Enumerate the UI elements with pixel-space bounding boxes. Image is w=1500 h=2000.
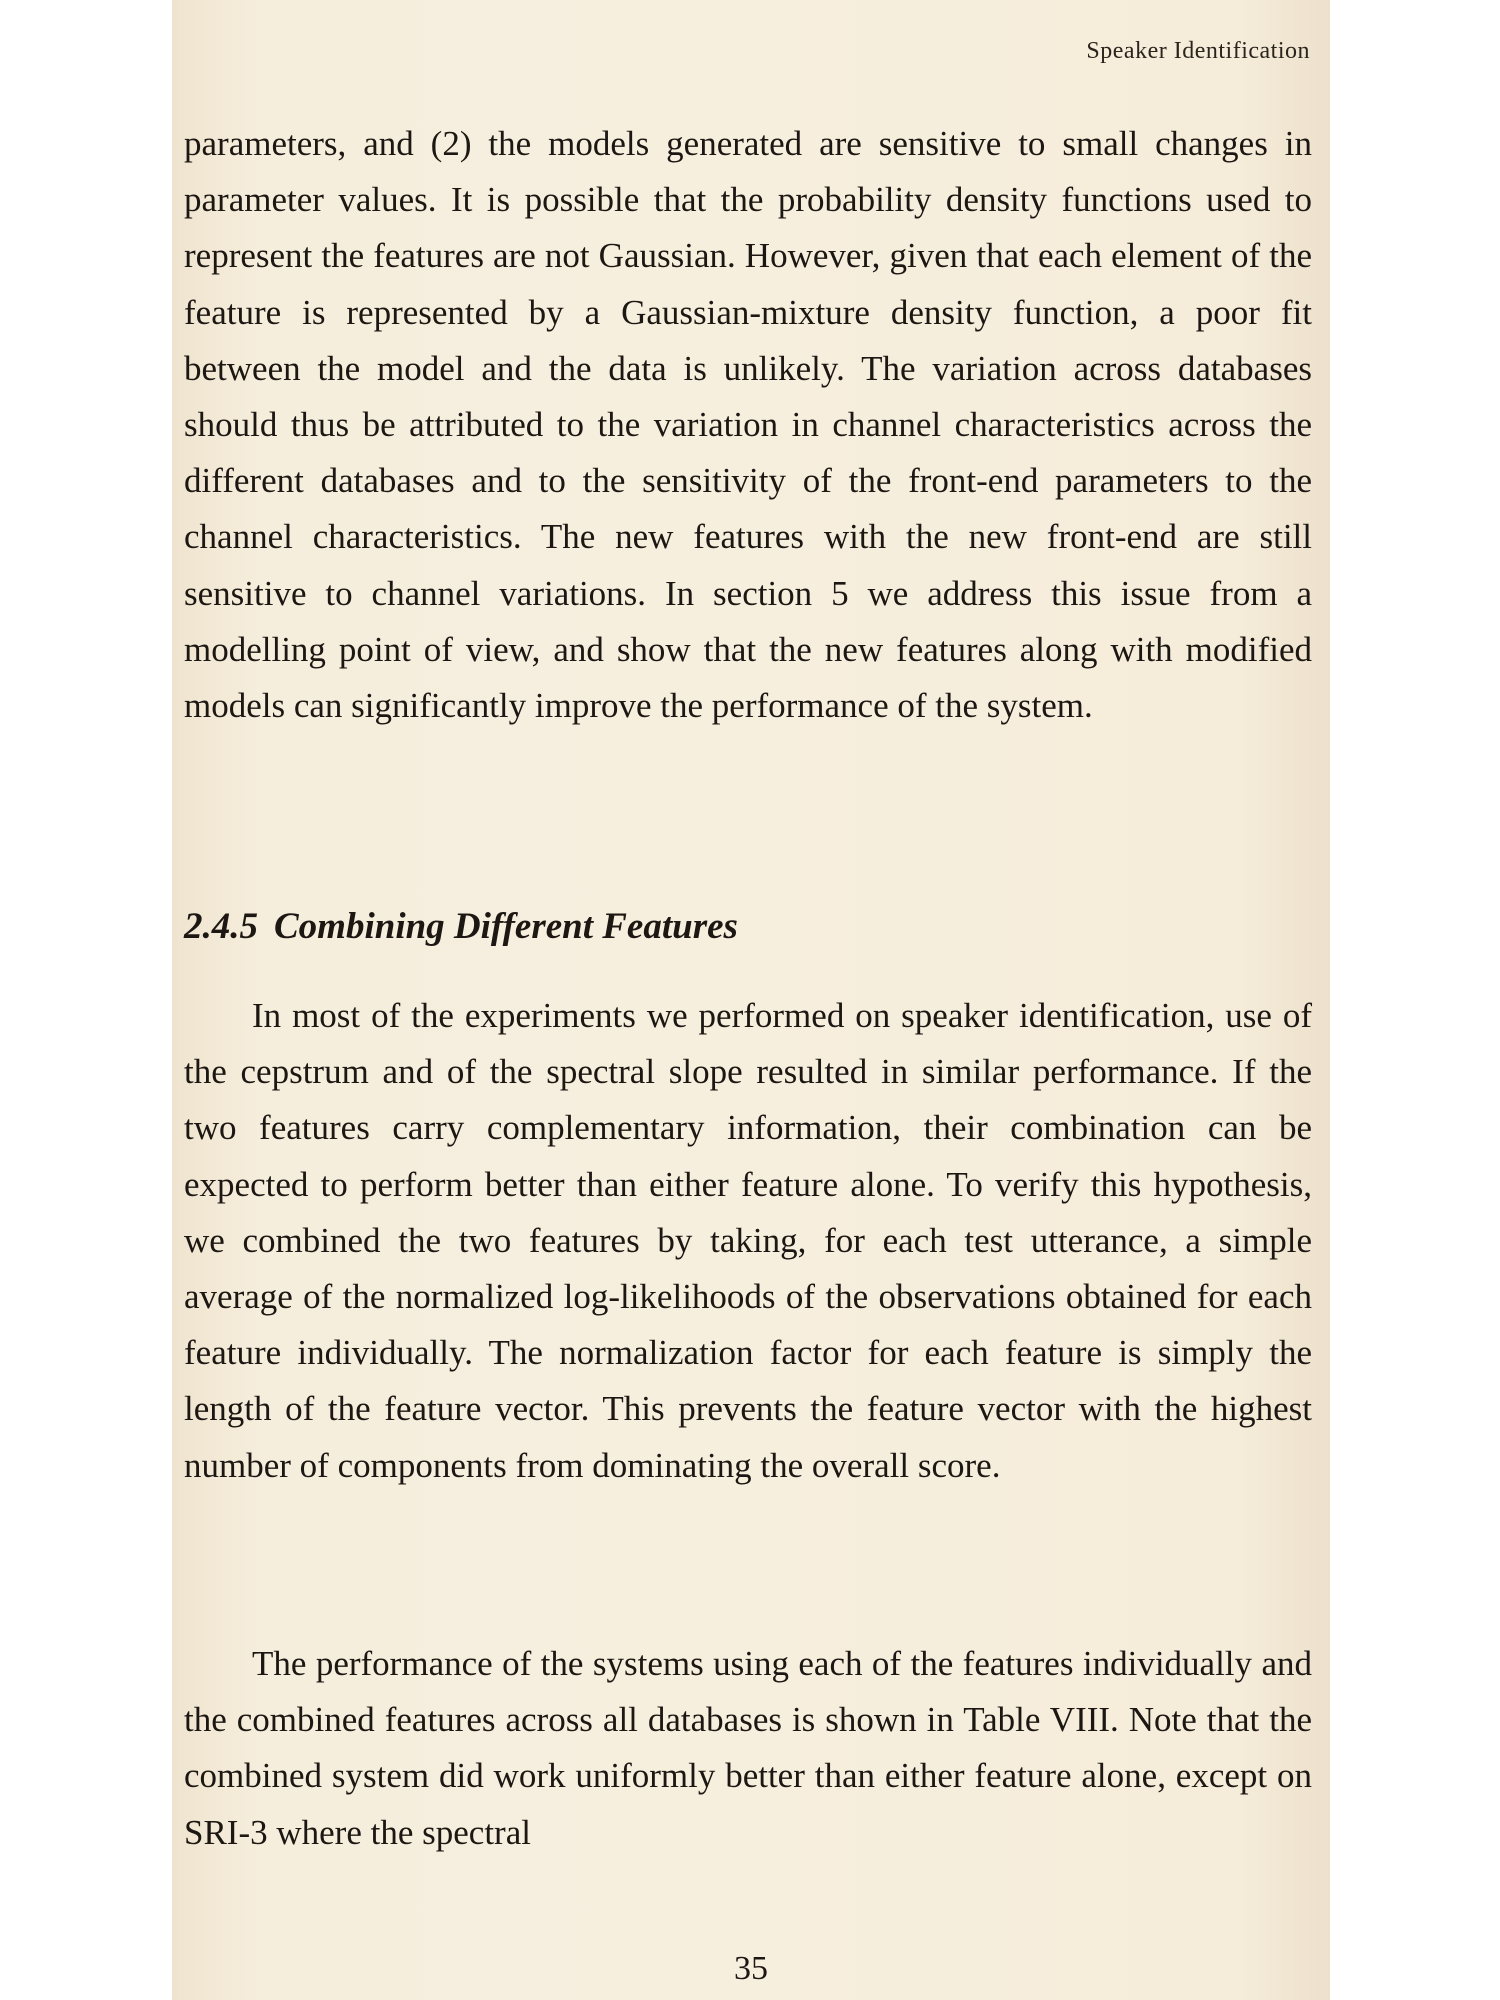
running-header: Speaker Identification — [1086, 38, 1310, 64]
section-heading — [184, 905, 738, 948]
section-title: Combining Different Features — [274, 906, 738, 947]
book-page — [172, 0, 1330, 2000]
section-number: 2.4.5 — [184, 906, 258, 947]
body-paragraph-2: In most of the experiments we performed on speaker identification, use of the cepstrum and of the spectral slope resulted in similar performance. If the two features carry complementary information, their combination can be expected to perform better than either feature alone. To verify this hypothesis, we combined the two features by taking, for each test utterance, a simple average of the normalized log-likelihoods of the observations obtained for each feature individually. The normalization factor for each feature is simply the length of the feature vector. This prevents the feature vector with the highest number of components from dominating the overall score. — [184, 996, 1312, 1485]
body-paragraph-3: The performance of the systems using each of the features individually and the combined features across all databases is shown in Table VIII. Note that the combined system did work uniformly better than either feature alone, except on SRI-3 where the spectral — [184, 1644, 1312, 1852]
page-number: 35 — [734, 1950, 768, 1987]
body-paragraph-1: parameters, and (2) the models generated are sensitive to small changes in parameter values. It is possible that the probability density functions used to represent the features are not Gaussian. However, given that each element of the feature is represented by a Gaussian-mixture density function, a poor fit between the model and the data is unlikely. The variation across databases should thus be attributed to the variation in channel characteristics across the different databases and to the sensitivity of the front-end parameters to the channel characteristics. The new features with the new front-end are still sensitive to channel variations. In section 5 we address this issue from a modelling point of view, and show that the new features along with modified models can significantly improve the performance of the system. — [184, 124, 1312, 726]
